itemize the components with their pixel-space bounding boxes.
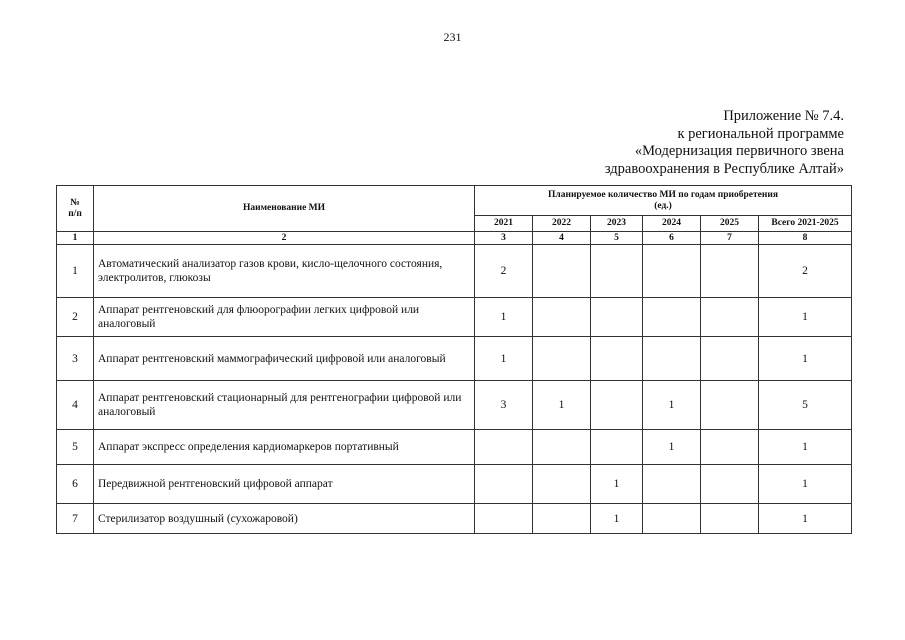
- appendix-line: здравоохранения в Республике Алтай»: [604, 160, 844, 177]
- qty-2024-cell: [643, 337, 701, 381]
- table-row: [57, 381, 852, 430]
- qty-total-cell: 5: [759, 381, 852, 430]
- appendix-heading: [605, 108, 844, 178]
- row-number-cell: 2: [57, 298, 94, 337]
- num-column-header: № п/п: [57, 186, 94, 232]
- row-number-cell: 6: [57, 465, 94, 504]
- table-row: [57, 245, 852, 298]
- qty-total-cell: 1: [759, 504, 852, 534]
- qty-total-cell: 1: [759, 465, 852, 504]
- table-row: [57, 504, 852, 534]
- year-header-2024: 2024: [643, 216, 701, 232]
- column-number: 1: [57, 232, 94, 245]
- qty-2025-cell: [701, 504, 759, 534]
- qty-2021-cell: 1: [475, 337, 533, 381]
- qty-2024-cell: [643, 298, 701, 337]
- qty-2021-cell: [475, 504, 533, 534]
- name-column-header: Наименование МИ: [94, 186, 475, 232]
- equipment-name-cell: Аппарат рентгеновский маммографический цифровой или аналоговый: [94, 337, 475, 381]
- table-row: [57, 298, 852, 337]
- row-number-cell: 7: [57, 504, 94, 534]
- column-number: 7: [701, 232, 759, 245]
- equipment-name-cell: Автоматический анализатор газов крови, кисло-щелочного состояния, электролитов, глюкозы: [94, 245, 475, 298]
- qty-2021-cell: [475, 430, 533, 465]
- qty-2025-cell: [701, 430, 759, 465]
- column-number: 6: [643, 232, 701, 245]
- qty-2025-cell: [701, 381, 759, 430]
- qty-2022-cell: [533, 504, 591, 534]
- planned-quantity-header: Планируемое количество МИ по годам приобретения (ед.): [475, 186, 852, 216]
- qty-2023-cell: [591, 337, 643, 381]
- qty-2022-cell: [533, 245, 591, 298]
- total-header: Всего 2021-2025: [759, 216, 852, 232]
- qty-2023-cell: 1: [591, 504, 643, 534]
- column-number: 2: [94, 232, 475, 245]
- column-number: 3: [475, 232, 533, 245]
- table-row: [57, 337, 852, 381]
- qty-2021-cell: 3: [475, 381, 533, 430]
- qty-2023-cell: [591, 298, 643, 337]
- qty-2024-cell: 1: [643, 430, 701, 465]
- year-header-2021: 2021: [475, 216, 533, 232]
- qty-2022-cell: [533, 465, 591, 504]
- row-number-cell: 3: [57, 337, 94, 381]
- column-number: 8: [759, 232, 852, 245]
- qty-2023-cell: [591, 381, 643, 430]
- equipment-name-cell: Стерилизатор воздушный (сухожаровой): [94, 504, 475, 534]
- medical-equipment-table: [56, 185, 852, 534]
- table-row: [57, 465, 852, 504]
- qty-2023-cell: 1: [591, 465, 643, 504]
- qty-2021-cell: [475, 465, 533, 504]
- row-number-cell: 1: [57, 245, 94, 298]
- qty-2025-cell: [701, 465, 759, 504]
- column-number: 5: [591, 232, 643, 245]
- qty-2023-cell: [591, 245, 643, 298]
- year-header-2022: 2022: [533, 216, 591, 232]
- column-number-row: [57, 232, 852, 245]
- qty-2024-cell: 1: [643, 381, 701, 430]
- qty-2021-cell: 2: [475, 245, 533, 298]
- equipment-name-cell: Аппарат рентгеновский для флюорографии легких цифровой или аналоговый: [94, 298, 475, 337]
- qty-total-cell: 1: [759, 337, 852, 381]
- appendix-line: Приложение № 7.4.: [723, 108, 844, 124]
- table-row: [57, 430, 852, 465]
- qty-2025-cell: [701, 337, 759, 381]
- row-number-cell: 4: [57, 381, 94, 430]
- qty-2025-cell: [701, 298, 759, 337]
- qty-2022-cell: [533, 337, 591, 381]
- year-header-2023: 2023: [591, 216, 643, 232]
- qty-2022-cell: 1: [533, 381, 591, 430]
- column-number: 4: [533, 232, 591, 245]
- qty-total-cell: 1: [759, 298, 852, 337]
- equipment-name-cell: Передвижной рентгеновский цифровой аппарат: [94, 465, 475, 504]
- page-number: 231: [443, 30, 462, 44]
- equipment-name-cell: Аппарат рентгеновский стационарный для рентгенографии цифровой или аналоговый: [94, 381, 475, 430]
- year-header-2025: 2025: [701, 216, 759, 232]
- qty-total-cell: 2: [759, 245, 852, 298]
- row-number-cell: 5: [57, 430, 94, 465]
- equipment-name-cell: Аппарат экспресс определения кардиомаркеров портативный: [94, 430, 475, 465]
- qty-2023-cell: [591, 430, 643, 465]
- qty-2025-cell: [701, 245, 759, 298]
- qty-2024-cell: [643, 465, 701, 504]
- appendix-line: к региональной программе: [677, 125, 844, 142]
- qty-2024-cell: [643, 245, 701, 298]
- qty-total-cell: 1: [759, 430, 852, 465]
- qty-2024-cell: [643, 504, 701, 534]
- qty-2022-cell: [533, 430, 591, 465]
- qty-2022-cell: [533, 298, 591, 337]
- appendix-line: «Модернизация первичного звена: [634, 143, 844, 159]
- qty-2021-cell: 1: [475, 298, 533, 337]
